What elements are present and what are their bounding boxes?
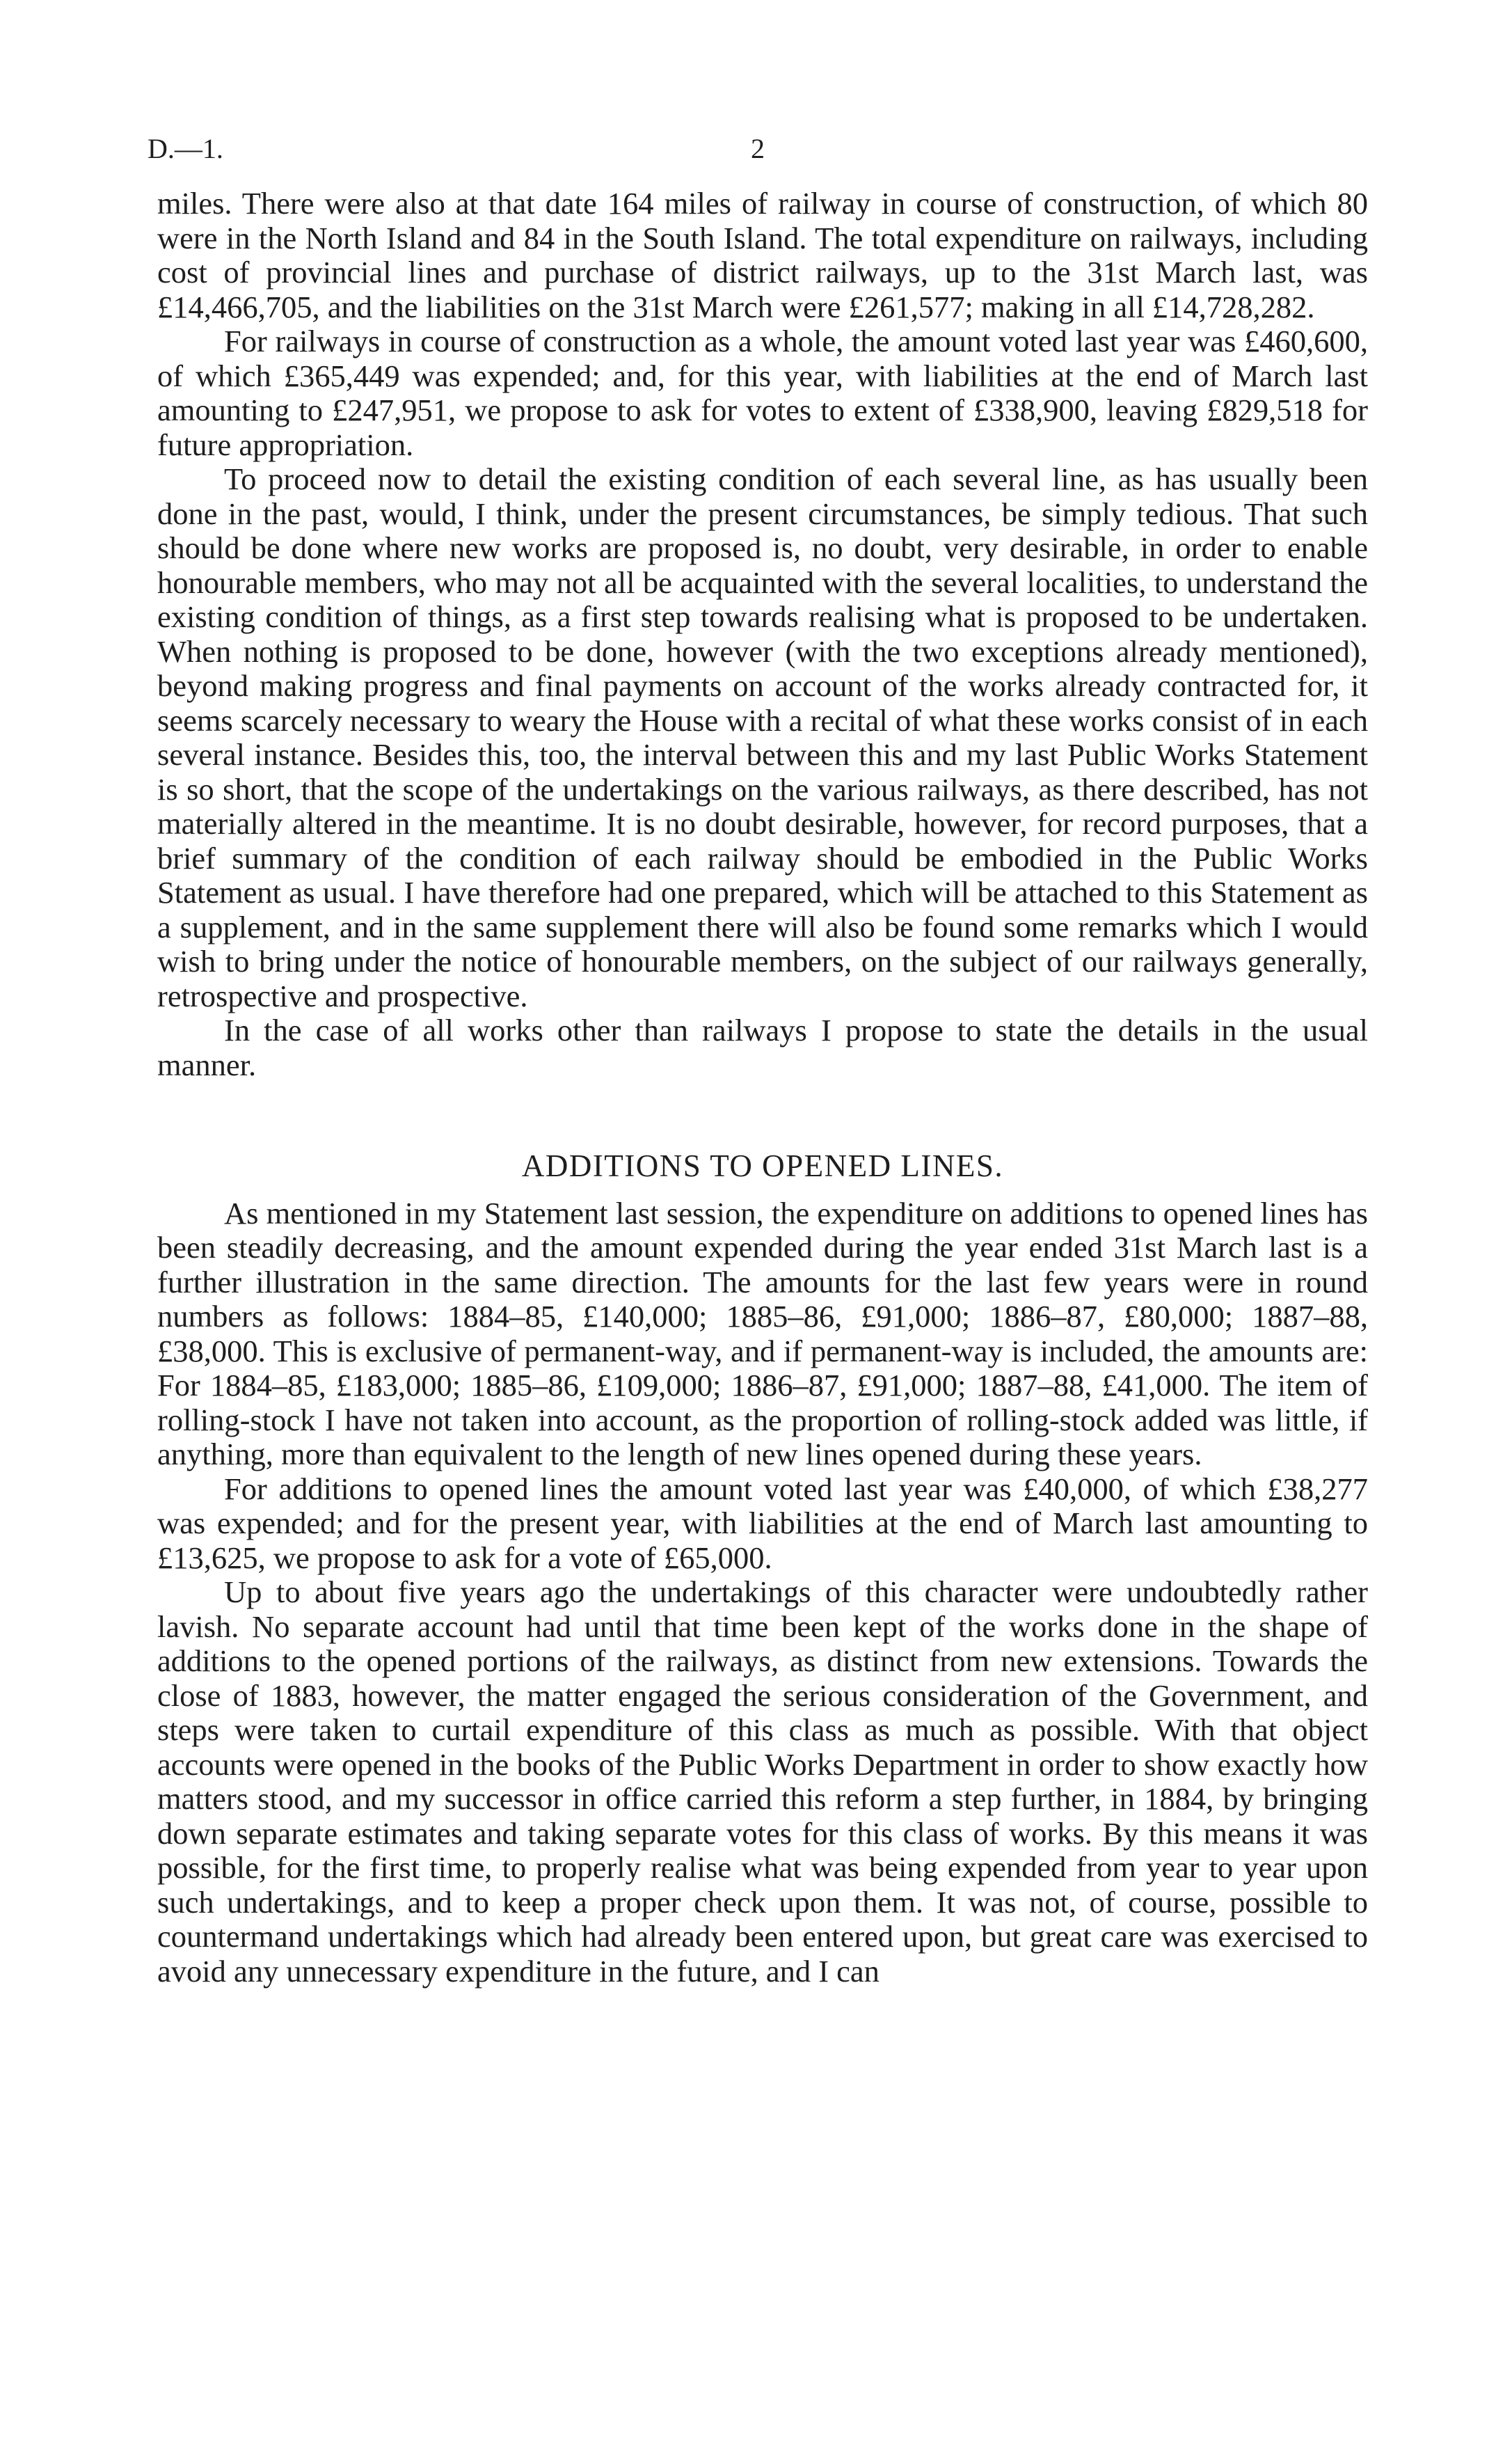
section-heading: ADDITIONS TO OPENED LINES. [521, 1148, 1004, 1183]
page-number: 2 [751, 133, 765, 164]
paragraph: miles. There were also at that date 164 miles of railway in course of construction, of which 80 were in the North Island and 84 in the South Island. The total expenditure on railways, including cost of provincial lines and purchase of district railways, up to the 31st March last, was £14,466,705, and the liabilities on the 31st March were £261,577; making in all £14,728,282. [157, 186, 1368, 324]
body-text [157, 187, 1368, 1989]
paragraph: As mentioned in my Statement last session, the expenditure on additions to opened lines has been steadily decreasing, and the amount expended during the year ended 31st March last is a further illustration in the same direction. The amounts for the last few years were in round numbers as follows: 1884–85, £140,000; 1885–86, £91,000; 1886–87, £80,000; 1887–88, £38,000. This is exclusive of permanent-way, and if permanent-way is included, the amounts are: For 1884–85, £183,000; 1885–86, £109,000; 1886–87, £91,000; 1887–88, £41,000. The item of rolling-stock I have not taken into account, as the proportion of rolling-stock added was little, if anything, more than equivalent to the length of new lines opened during these years. [157, 1195, 1368, 1471]
paragraph: Up to about five years ago the undertakings of this character were undoubtedly rather lavish. No separate account had until that time been kept of the works done in the shape of additions to the opened portions of the railways, as distinct from new extensions. Towards the close of 1883, however, the matter engaged the serious consideration of the Government, and steps were taken to curtail expenditure of this class as much as possible. With that object accounts were opened in the books of the Public Works Department in order to show exactly how matters stood, and my successor in office carried this reform a step further, in 1884, by bringing down separate estimates and taking separate votes for this class of works. By this means it was possible, for the first time, to properly realise what was being expended from year to year upon such undertakings, and to keep a proper check upon them. It was not, of course, possible to countermand undertakings which had already been entered upon, but great care was exercised to avoid any unnecessary expenditure in the future, and I can [157, 1574, 1368, 1989]
paragraph: In the case of all works other than railways I propose to state the details in the usual manner. [157, 1013, 1368, 1082]
paragraph: For railways in course of construction as a whole, the amount voted last year was £460,600, of which £365,449 was expended; and, for this year, with liabilities at the end of March last amounting to £247,951, we propose to ask for votes to extent of £338,900, leaving £829,518 for future appropriation. [157, 324, 1368, 462]
document-reference: D.—1. [148, 133, 223, 164]
page-header [148, 132, 1368, 174]
paragraph: To proceed now to detail the existing condition of each several line, as has usually been done in the past, would, I think, under the present circumstances, be simply tedious. That such should be done where new works are proposed is, no doubt, very desirable, in order to enable honourable members, who may not all be acquainted with the several localities, to understand the existing condition of things, as a first step towards realising what is proposed to be undertaken. When nothing is proposed to be done, however (with the two exceptions already mentioned), beyond making progress and final payments on account of the works already contracted for, it seems scarcely necessary to weary the House with a recital of what these works consist of in each several instance. Besides this, too, the interval between this and my last Public Works Statement is so short, that the scope of the undertakings on the various railways, as there described, has not materially altered in the meantime. It is no doubt desirable, however, for record purposes, that a brief summary of the condition of each railway should be embodied in the Public Works Statement as usual. I have therefore had one prepared, which will be attached to this Statement as a supplement, and in the same supplement there will also be found some remarks which I would wish to bring under the notice of honourable members, on the subject of our railways generally, retrospective and prospective. [157, 461, 1368, 1013]
paragraph: For additions to opened lines the amount voted last year was £40,000, of which £38,277 was expended; and for the present year, with liabilities at the end of March last amounting to £13,625, we propose to ask for a vote of £65,000. [157, 1471, 1368, 1575]
